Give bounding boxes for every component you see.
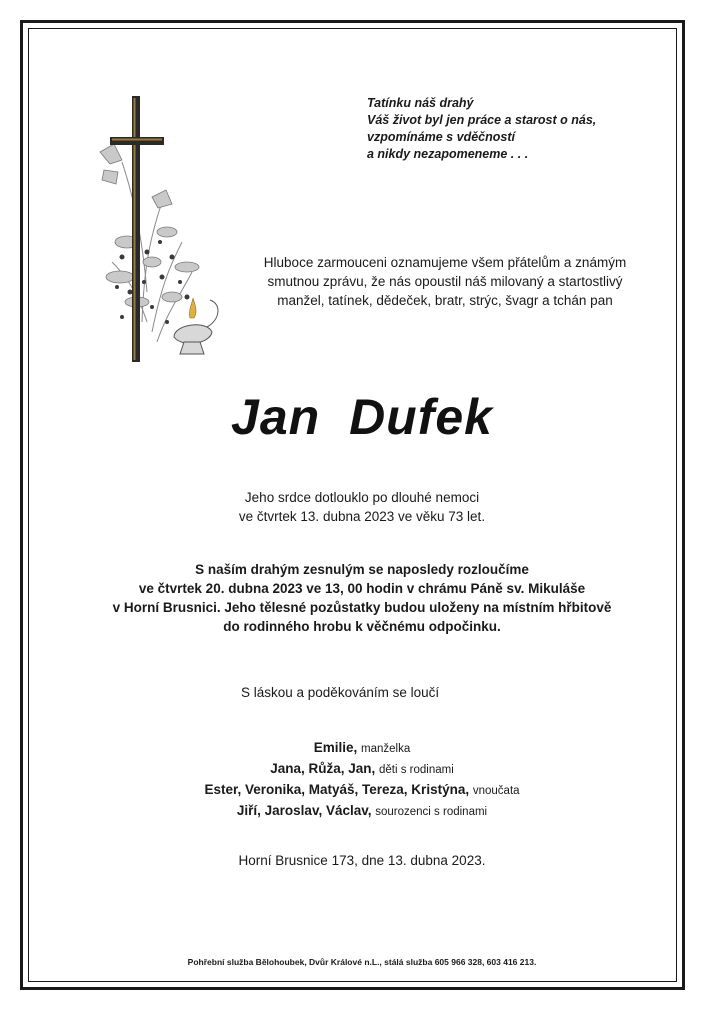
deceased-name: Jan Dufek	[231, 389, 493, 445]
death-notice-line: Jeho srdce dotlouklo po dlouhé nemoci	[244, 490, 480, 505]
mourner-relation: manželka	[361, 743, 411, 755]
mourner-row	[0, 759, 724, 780]
announcement-intro	[220, 253, 670, 310]
mourner-row	[0, 780, 724, 801]
mourner-relation: vnoučata	[472, 785, 520, 797]
motto-line: vzpomínáme s vděčností	[367, 130, 515, 144]
mourner-row	[0, 738, 724, 759]
death-notice-line: ve čtvrtek 13. dubna 2023 ve věku 73 let.	[238, 509, 486, 524]
farewell-line: S láskou a poděkováním se loučí	[241, 685, 440, 700]
funeral-line: S naším drahým zesnulým se naposledy rozloučíme	[195, 562, 529, 577]
funeral-line: do rodinného hrobu k věčnému odpočinku.	[223, 619, 501, 634]
mourner-relation: sourozenci s rodinami	[375, 806, 488, 818]
motto-verse	[367, 95, 667, 163]
intro-line: manžel, tatínek, dědeček, bratr, strýc, švagr a tchán pan	[277, 293, 613, 308]
cross-with-lilies-and-candle-icon	[92, 92, 227, 372]
death-notice	[0, 488, 724, 526]
motto-line: Tatínku náš drahý	[367, 96, 474, 110]
mourner-names: Jiří, Jaroslav, Václav,	[236, 803, 372, 818]
funeral-service-footer: Pohřební služba Bělohoubek, Dvůr Králové n.L., stálá služba 605 966 328, 603 416 213.	[187, 957, 537, 967]
funeral-details	[0, 560, 724, 636]
funeral-line: v Horní Brusnici. Jeho tělesné pozůstatky budou uloženy na místním hřbitově	[112, 600, 612, 615]
mourner-row	[0, 801, 724, 822]
mourner-names: Jana, Růža, Jan,	[270, 761, 376, 776]
mourner-relation: děti s rodinami	[379, 764, 454, 776]
intro-line: smutnou zprávu, že nás opoustil náš milovaný a startostlivý	[267, 274, 623, 289]
funeral-line: ve čtvrtek 20. dubna 2023 ve 13, 00 hodin v chrámu Páně sv. Mikuláše	[138, 581, 586, 596]
mourners-list	[0, 738, 724, 822]
mourner-names: Emilie,	[313, 740, 358, 755]
place-and-date: Horní Brusnice 173, dne 13. dubna 2023.	[238, 853, 486, 868]
mourner-names: Ester, Veronika, Matyáš, Tereza, Kristýna,	[204, 782, 470, 797]
motto-line: Váš život byl jen práce a starost o nás,	[367, 113, 597, 127]
intro-line: Hluboce zarmouceni oznamujeme všem přátelům a známým	[263, 255, 627, 270]
motto-line: a nikdy nezapomeneme . . .	[367, 147, 529, 161]
